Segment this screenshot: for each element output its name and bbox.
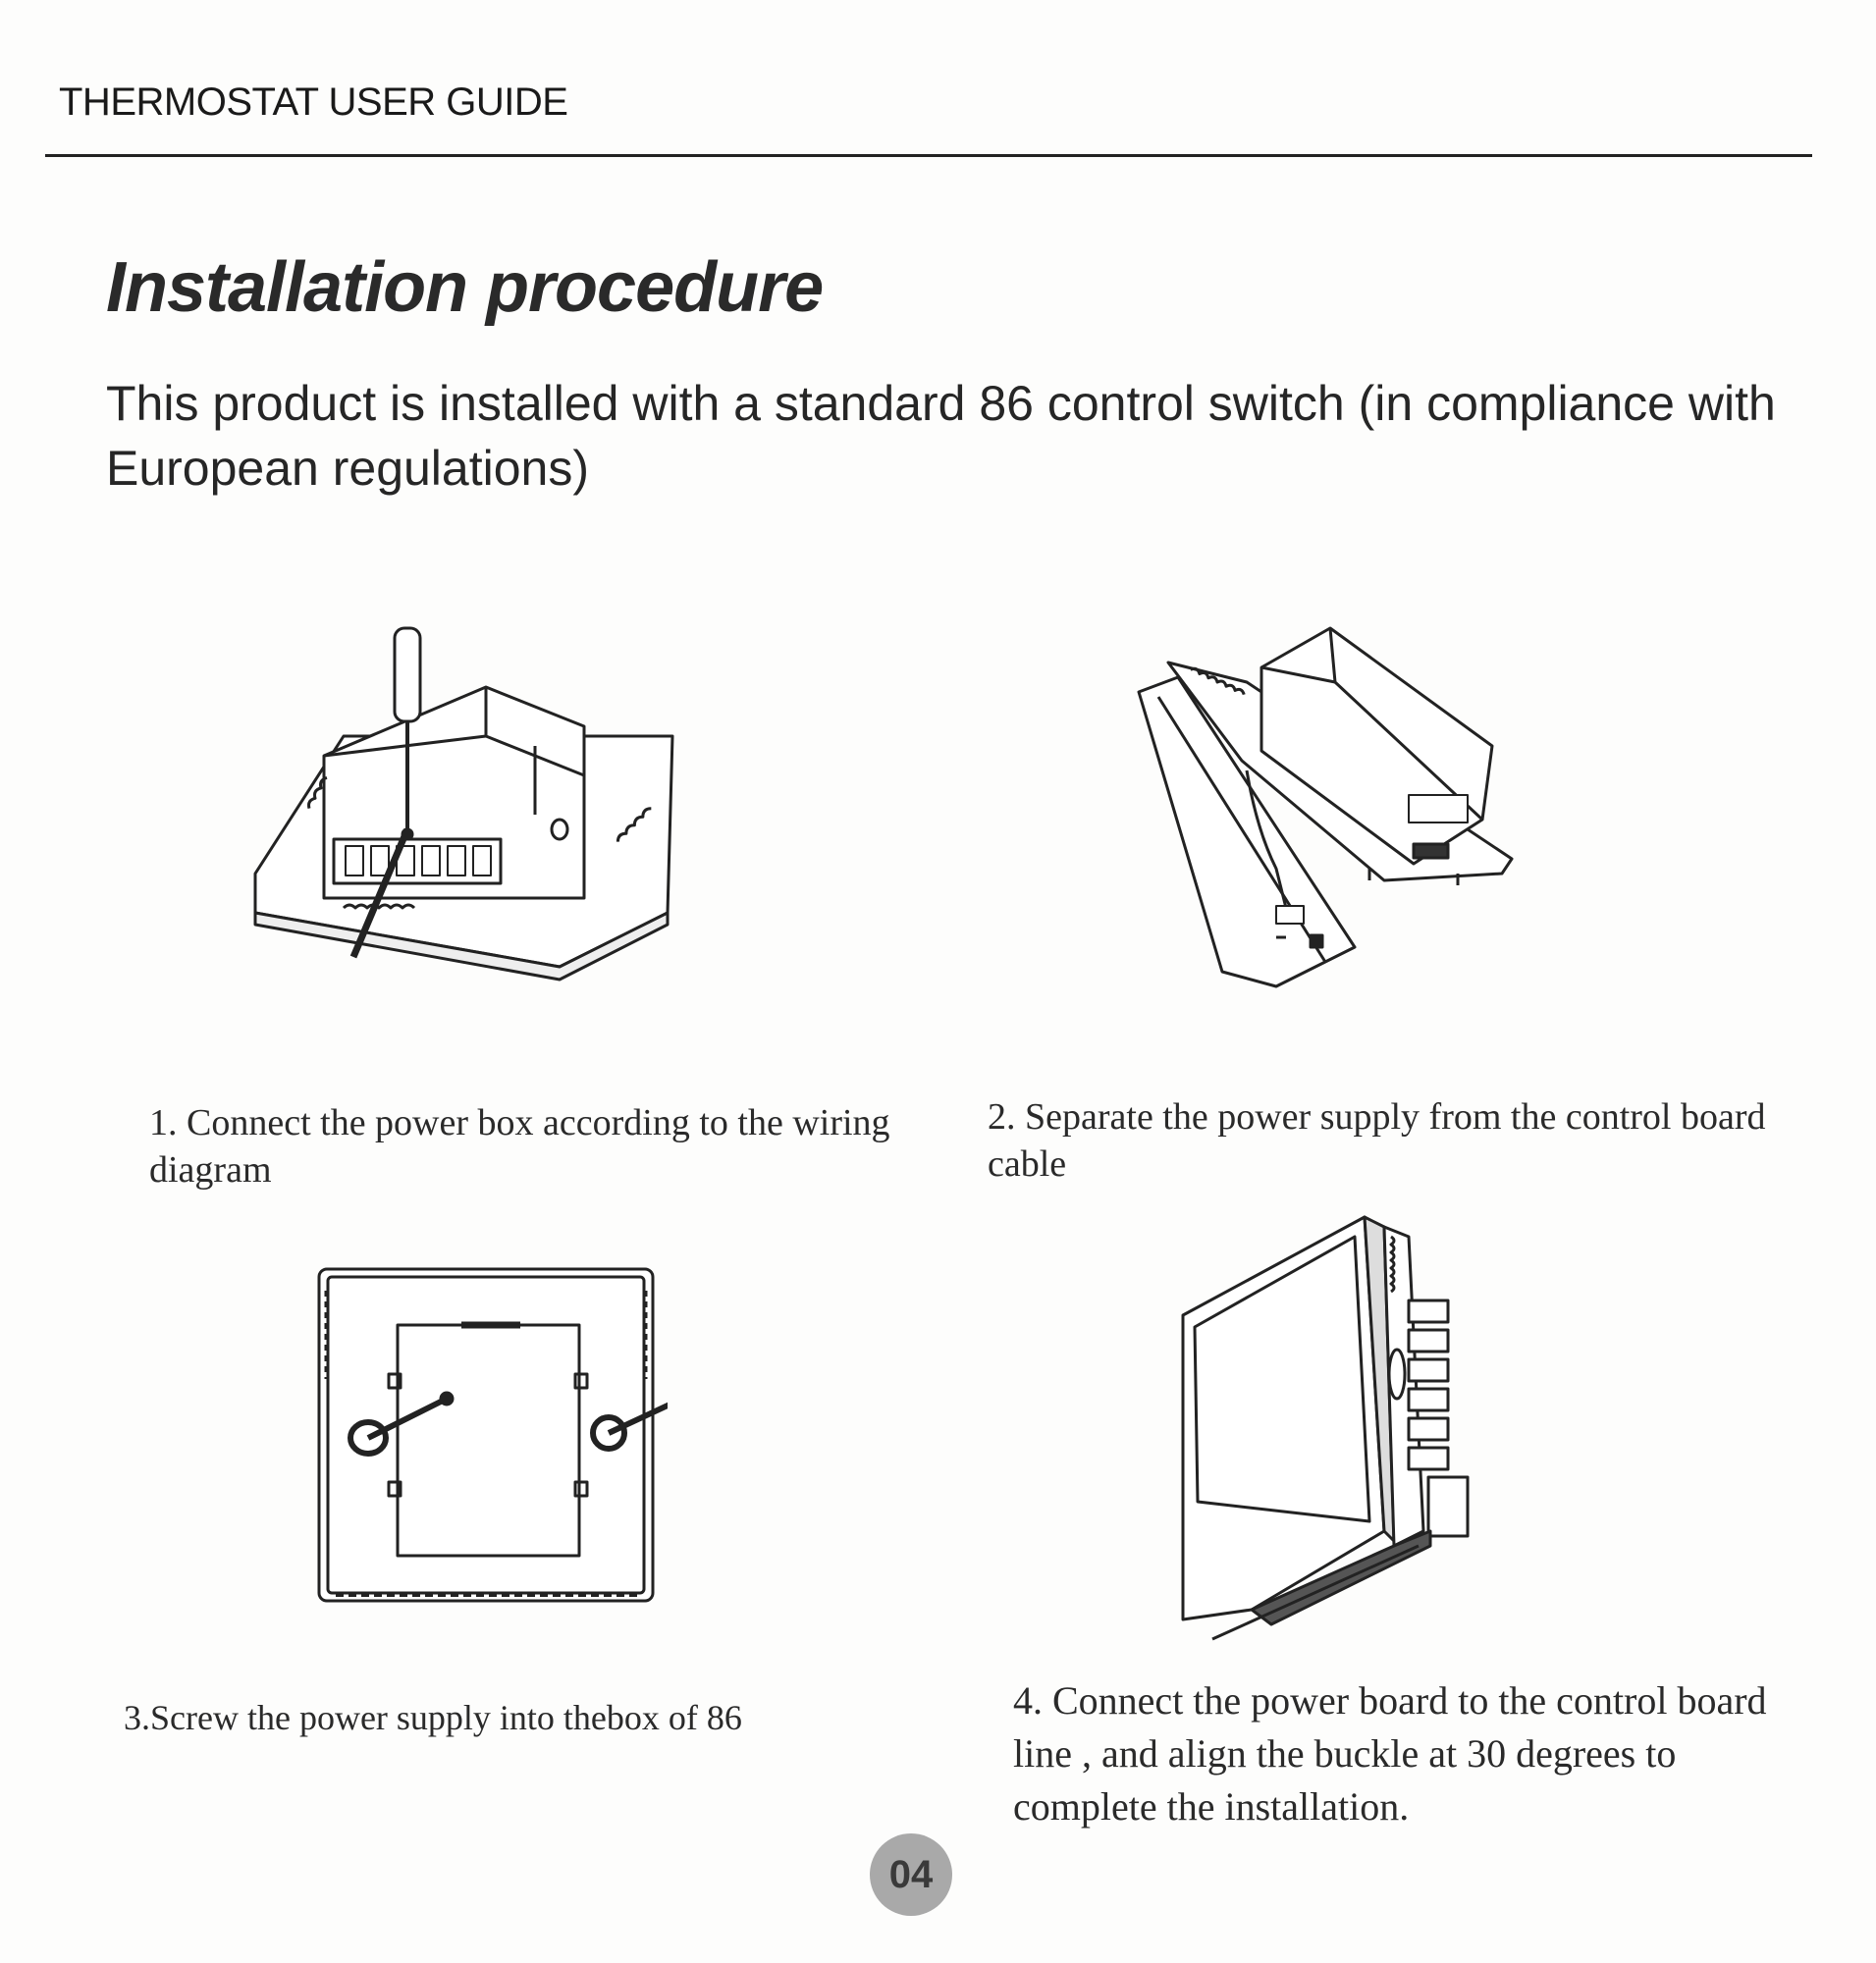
figure-step2-separate-cable: [1129, 623, 1522, 996]
step4-caption: 4. Connect the power board to the control board line , and align the buckle at 30 degrees to complete the installation.: [1013, 1678, 1767, 1829]
step3-caption: 3.Screw the power supply into thebox of 86: [124, 1698, 742, 1737]
page-number-badge: 04: [870, 1833, 952, 1916]
figure-step1-power-box: [236, 618, 707, 982]
section-title: Installation procedure: [106, 248, 824, 327]
figure-step3-screw-box: [314, 1261, 668, 1615]
document-header: THERMOSTAT USER GUIDE: [59, 80, 568, 124]
section-intro: This product is installed with a standard 86 control switch (in compliance with European regulations): [106, 376, 1776, 496]
step1-caption: 1. Connect the power box according to the wiring diagram: [149, 1102, 890, 1191]
header-rule: [45, 154, 1812, 157]
step2-caption: 2. Separate the power supply from the control board cable: [988, 1096, 1766, 1185]
figure-step4-attach-panel: [1173, 1207, 1507, 1644]
